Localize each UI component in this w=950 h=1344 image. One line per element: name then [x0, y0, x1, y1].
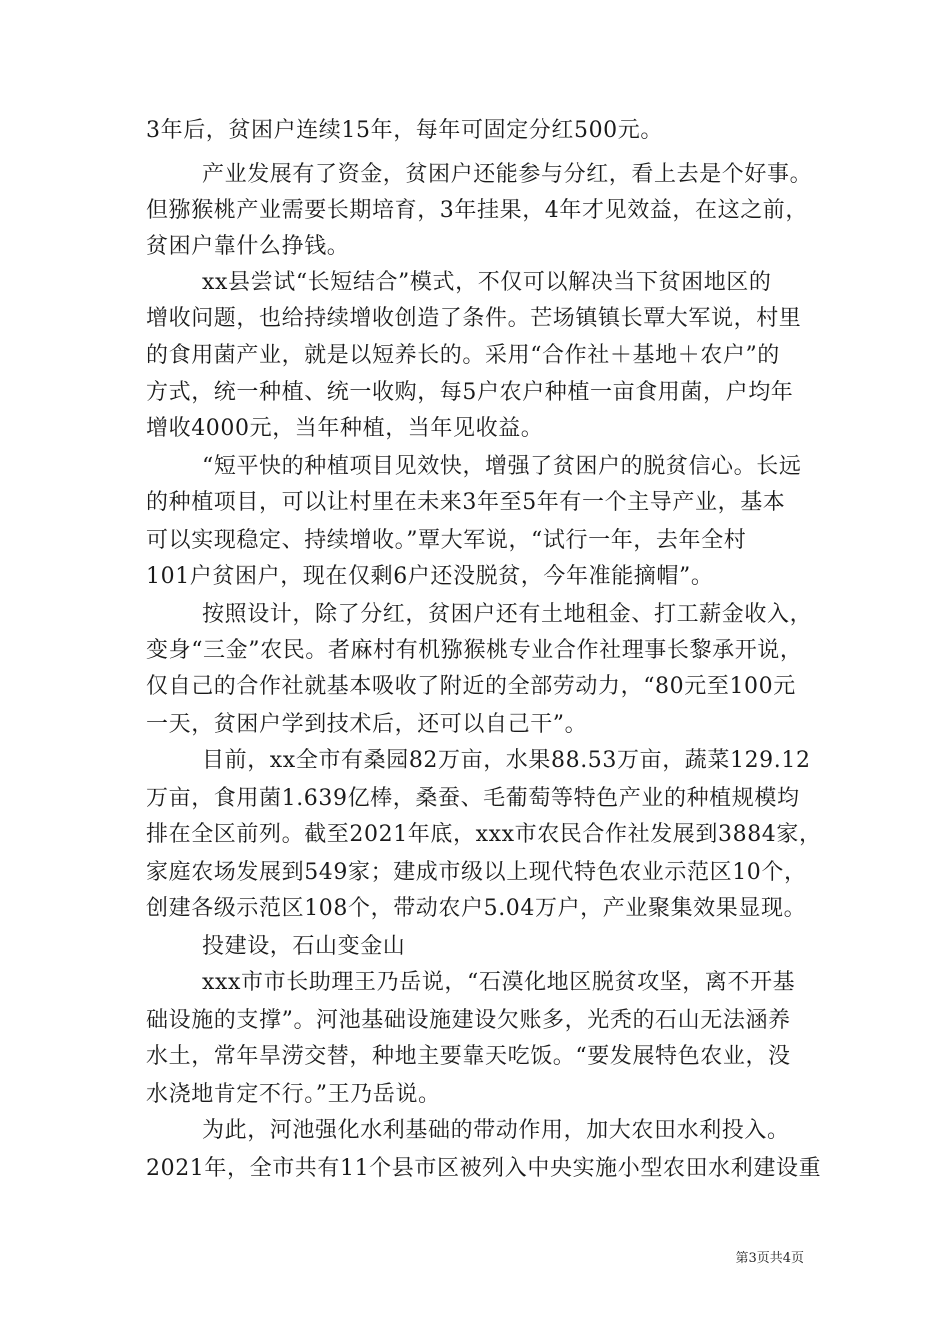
text-line: 础设施的支撑”。河池基础设施建设欠账多，光秃的石山无法涵养 — [146, 1008, 791, 1033]
text-line: 一天，贫困户学到技术后，还可以自己干”。 — [146, 712, 588, 737]
text-line: 101户贫困户，现在仅剩6户还没脱贫，今年准能摘帽”。 — [146, 564, 714, 589]
text-line: 的食用菌产业，就是以短养长的。采用“合作社＋基地＋农户”的 — [146, 343, 780, 368]
text-line: “短平快的种植项目见效快，增强了贫困户的脱贫信心。长远 — [202, 454, 802, 479]
text-line: 按照设计，除了分红，贫困户还有土地租金、打工薪金收入， — [202, 602, 813, 627]
text-line: 万亩，食用菌1.639亿棒，桑蚕、毛葡萄等特色产业的种植规模均 — [146, 786, 800, 811]
page-number: 第3页共4页 — [735, 1251, 804, 1266]
text-line: 仅自己的合作社就基本吸收了附近的全部劳动力，“80元至100元 — [146, 674, 796, 699]
text-line: 3年后，贫困户连续15年，每年可固定分红500元。 — [146, 118, 663, 143]
text-line: 的种植项目，可以让村里在未来3年至5年有一个主导产业，基本 — [146, 490, 786, 515]
text-line: 方式，统一种植、统一收购，每5户农户种植一亩食用菌，户均年 — [146, 380, 794, 405]
text-line: 为此，河池强化水利基础的带动作用，加大农田水利投入。 — [202, 1118, 790, 1143]
text-line: 增收问题，也给持续增收创造了条件。芒场镇镇长覃大军说，村里 — [146, 306, 802, 331]
text-line: 目前，xx全市有桑园82万亩，水果88.53万亩，蔬菜129.12 — [202, 748, 811, 773]
text-line: xxx市市长助理王乃岳说，“石漠化地区脱贫攻坚，离不开基 — [202, 970, 796, 995]
text-line: xx县尝试“长短结合”模式，不仅可以解决当下贫困地区的 — [202, 270, 772, 295]
text-line: 产业发展有了资金，贫困户还能参与分红，看上去是个好事。 — [202, 162, 813, 187]
text-line: 水土，常年旱涝交替，种地主要靠天吃饭。“要发展特色农业，没 — [146, 1044, 791, 1069]
text-line: 家庭农场发展到549家；建成市级以上现代特色农业示范区10个， — [146, 860, 807, 885]
text-line: 增收4000元，当年种植，当年见收益。 — [146, 416, 544, 441]
text-line: 但猕猴桃产业需要长期培育，3年挂果，4年才见效益，在这之前， — [146, 198, 808, 223]
text-line: 创建各级示范区108个，带动农户5.04万户，产业聚集效果显现。 — [146, 896, 807, 921]
text-line: 可以实现稳定、持续增收。”覃大军说，“试行一年，去年全村 — [146, 528, 747, 553]
text-line: 水浇地肯定不行。”王乃岳说。 — [146, 1082, 441, 1107]
text-line: 贫困户靠什么挣钱。 — [146, 234, 350, 259]
section-heading: 投建设，石山变金山 — [202, 934, 406, 959]
text-line: 变身“三金”农民。者麻村有机猕猴桃专业合作社理事长黎承开说， — [146, 638, 803, 663]
text-line: 2021年，全市共有11个县市区被列入中央实施小型农田水利建设重 — [146, 1156, 822, 1181]
text-line: 排在全区前列。截至2021年底，xxx市农民合作社发展到3884家， — [146, 822, 822, 847]
